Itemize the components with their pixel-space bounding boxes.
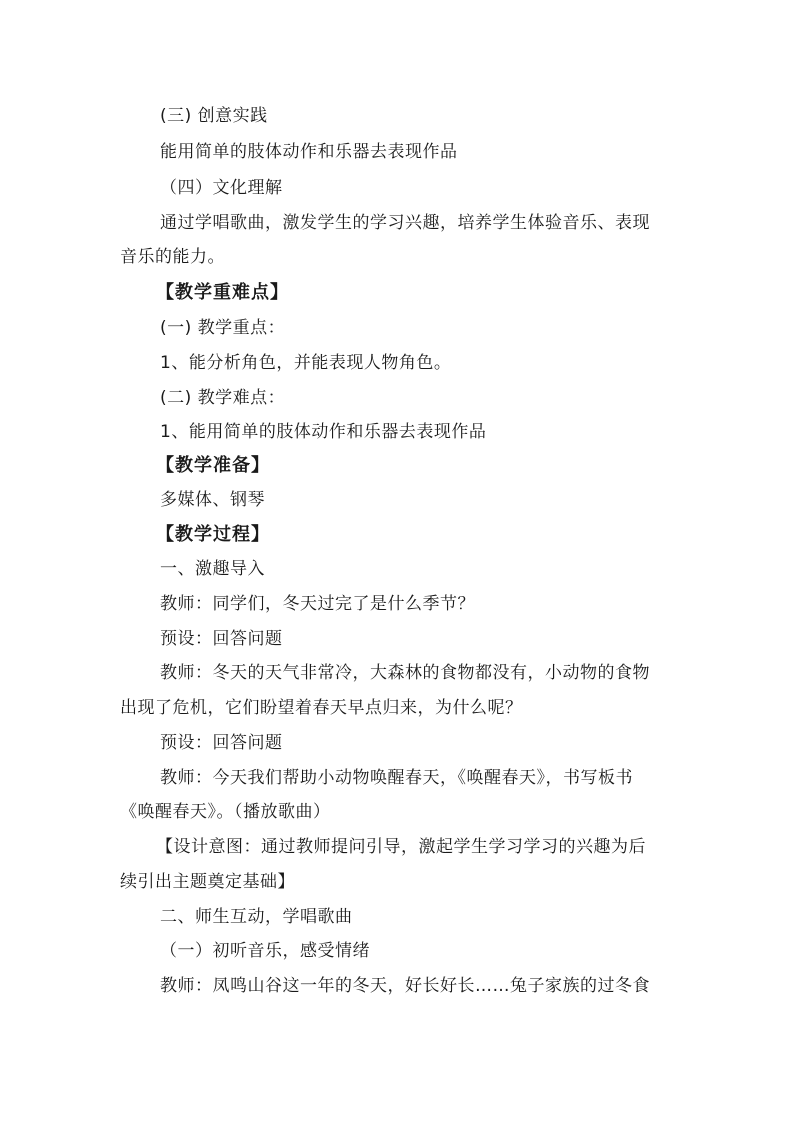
section-heading-preparation: 【教学准备】 [156, 455, 270, 476]
heading-creative-practice: (三) 创意实践 [160, 106, 268, 126]
section-heading-key-points: 【教学重难点】 [156, 282, 289, 303]
section-heading-process: 【教学过程】 [156, 524, 270, 545]
list-item: 1、能分析角色，并能表现人物角色。 [160, 353, 452, 373]
paragraph-text: 预设：回答问题 [160, 629, 283, 649]
paragraph-text: 教师：今天我们帮助小动物唤醒春天，《唤醒春天》，书写板书 [160, 768, 633, 788]
paragraph-text: 《唤醒春天》。（播放歌曲） [120, 802, 331, 822]
subheading-first-listen: （一）初听音乐，感受情绪 [160, 941, 370, 961]
paragraph-text: 多媒体、钢琴 [160, 490, 265, 510]
subheading-key-point: (一) 教学重点： [160, 318, 286, 338]
paragraph-text: 预设：回答问题 [160, 733, 283, 753]
design-intent-note: 【设计意图：通过教师提问引导，激起学生学习学习的兴趣为后 [156, 837, 646, 857]
subheading-difficult-point: (二) 教学难点： [160, 388, 286, 408]
paragraph-text: 通过学唱歌曲，激发学生的学习兴趣，培养学生体验音乐、表现 [160, 213, 650, 233]
paragraph-text: 音乐的能力。 [120, 247, 225, 267]
paragraph-text: 教师：冬天的天气非常冷，大森林的食物都没有，小动物的食物 [160, 663, 650, 683]
design-intent-note: 续引出主题奠定基础】 [120, 872, 295, 892]
list-item: 1、能用简单的肢体动作和乐器去表现作品 [160, 422, 487, 442]
paragraph-text: 能用简单的肢体动作和乐器去表现作品 [160, 142, 458, 162]
paragraph-text: 出现了危机，它们盼望着春天早点归来，为什么呢？ [120, 698, 523, 718]
subheading-step: 一、激趣导入 [160, 559, 265, 579]
heading-cultural-understanding: （四）文化理解 [160, 178, 283, 198]
paragraph-text: 教师：凤鸣山谷这一年的冬天，好长好长……兔子家族的过冬食 [160, 976, 650, 996]
subheading-step: 二、师生互动，学唱歌曲 [160, 907, 353, 927]
paragraph-text: 教师：同学们，冬天过完了是什么季节？ [160, 594, 475, 614]
